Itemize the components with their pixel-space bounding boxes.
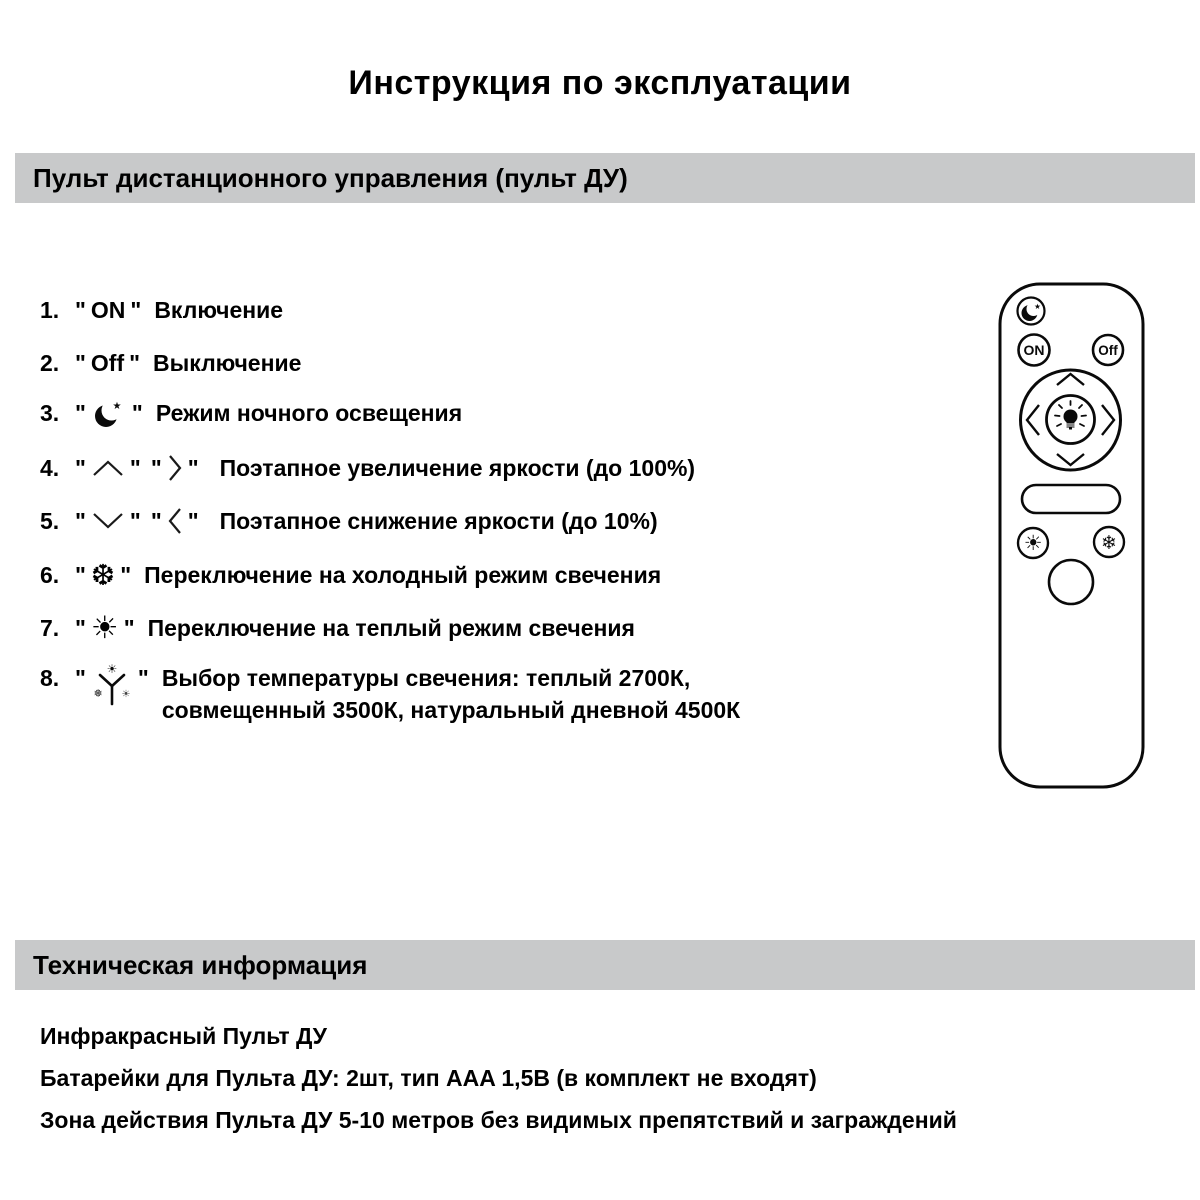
quote-mark: ": [129, 349, 141, 376]
quote-mark: ": [187, 454, 199, 481]
list-item-4: [40, 449, 695, 487]
tech-info-line: Инфракрасный Пульт ДУ: [40, 1023, 327, 1049]
item-label: Режим ночного освещения: [155, 399, 463, 426]
svg-text:ON: ON: [1023, 342, 1045, 358]
quote-mark: ": [129, 454, 141, 481]
quote-mark: ": [130, 296, 142, 323]
item-label-line1: Выбор температуры свечения: теплый 2700К,: [161, 665, 691, 691]
list-item-5: [40, 502, 658, 540]
item-number: 7.: [40, 614, 60, 641]
quote-mark: ": [150, 507, 162, 534]
item-label: Поэтапное увеличение яркости (до 100%): [219, 454, 696, 481]
item-label: Переключение на теплый режим свечения: [147, 614, 635, 641]
quote-mark: ": [75, 296, 86, 323]
list-item-2: [40, 344, 301, 382]
list-item-1: [40, 291, 283, 329]
item-number: 4.: [40, 454, 60, 481]
item-label: Выключение: [153, 349, 302, 376]
quote-mark: ": [131, 399, 143, 426]
angle-right-icon: [167, 453, 183, 483]
svg-text:❅: ❅: [93, 687, 103, 700]
item-label: Включение: [154, 296, 284, 323]
svg-text:★: ★: [112, 401, 122, 412]
sun-icon: ☀: [90, 609, 119, 646]
quote-mark: ": [120, 561, 132, 588]
sun-icon: ☀: [1023, 531, 1043, 555]
item-number: 3.: [40, 399, 60, 426]
quote-mark: ": [137, 665, 149, 691]
item-number: 2.: [40, 349, 60, 376]
list-item-8: [40, 662, 740, 732]
tech-info-line: Батарейки для Пульта ДУ: 2шт, тип AAA 1,5В (в комплект не входят): [40, 1065, 817, 1091]
snowflake-icon: ❆: [90, 557, 116, 592]
quote-mark: ": [75, 614, 86, 641]
item-number: 5.: [40, 507, 60, 534]
quote-mark: ": [75, 349, 86, 376]
item-label: Переключение на холодный режим свечения: [144, 561, 662, 588]
quote-mark: ": [123, 614, 135, 641]
quote-mark: ": [129, 507, 141, 534]
quote-mark: ": [75, 665, 86, 691]
quote-mark: ": [75, 399, 86, 426]
item-number: 1.: [40, 296, 60, 323]
item-number: 6.: [40, 561, 60, 588]
chevron-up-icon: [91, 458, 125, 478]
quote-mark: ": [75, 454, 86, 481]
list-item-7: [40, 609, 635, 647]
quote-mark: ": [150, 454, 162, 481]
angle-left-icon: [167, 506, 183, 536]
quote-mark: ": [75, 561, 86, 588]
button-token-off: Off: [90, 349, 125, 376]
svg-text:★: ★: [1034, 302, 1041, 311]
svg-text:Off: Off: [1098, 343, 1118, 358]
list-item-6: [40, 556, 661, 594]
chevron-down-icon: [91, 511, 125, 531]
page-title: Инструкция по эксплуатации: [348, 64, 852, 102]
item-label: Поэтапное снижение яркости (до 10%): [219, 507, 658, 534]
moon-star-icon: [91, 395, 127, 431]
quote-mark: ": [75, 507, 86, 534]
section-header-tech: Техническая информация: [15, 940, 1195, 990]
button-token-on: ON: [90, 296, 126, 323]
bulb-icon: [1055, 401, 1086, 430]
list-item-3: [40, 394, 462, 432]
quote-mark: ": [187, 507, 199, 534]
tech-info-line: Зона действия Пульта ДУ 5-10 метров без видимых препятствий и заграждений: [40, 1107, 957, 1133]
item-label: [162, 662, 740, 726]
section-header-remote: Пульт дистанционного управления (пульт ДУ): [15, 153, 1195, 203]
svg-text:☀: ☀: [106, 662, 118, 676]
item-number: 8.: [40, 665, 60, 691]
snowflake-icon: ❄: [1101, 532, 1117, 554]
remote-control-illustration: [993, 281, 1150, 798]
temperature-branch-icon: [91, 662, 133, 708]
item-label-line2: совмещенный 3500К, натуральный дневной 4500К: [161, 697, 741, 723]
svg-text:☀: ☀: [121, 689, 131, 700]
